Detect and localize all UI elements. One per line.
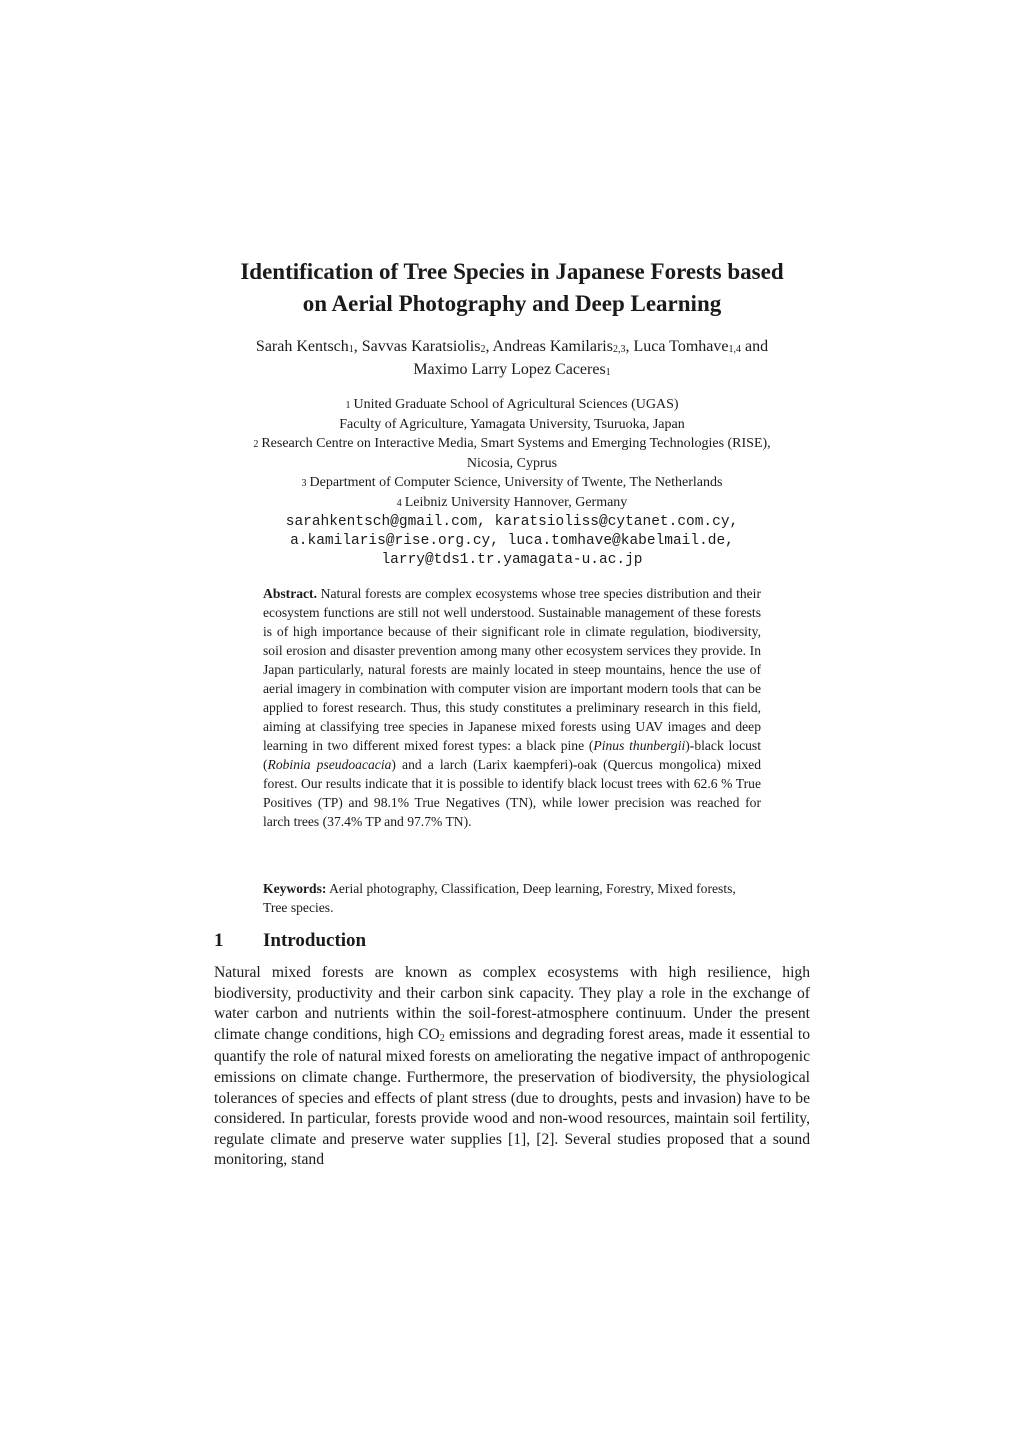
author-affiliation-index: 1 [605, 367, 611, 378]
abstract-label: Abstract. [263, 586, 317, 601]
section-title: Introduction [263, 930, 367, 951]
affiliation-number: 3 [301, 478, 307, 489]
affiliation-4 [150, 493, 874, 513]
title-line-2: on Aerial Photography and Deep Learning [302, 291, 722, 316]
affiliation-text: Research Centre on Interactive Media, Smart Systems and Emerging Technologies (RISE), [261, 436, 771, 451]
abstract-text: )-black locust ( [263, 738, 761, 772]
affiliation-text: Leibniz University Hannover, Germany [404, 495, 628, 510]
affiliation-number: 4 [396, 498, 402, 509]
email-line-3: larry@tds1.tr.yamagata-u.ac.jp [381, 552, 643, 568]
abstract-text: ) and a larch (Larix kaempferi)-oak (Quercus mongolica) mixed forest. Our results indicate that it is possible to identify black locust trees with 62.6 % True Positives (TP) and 98.1% True Negatives (TN), while lower precision was reached for larch trees (37.4% TP and 97.7% TN). [263, 757, 761, 829]
affiliation-3 [150, 473, 874, 493]
author-name: Maximo Larry Lopez Caceres [413, 361, 606, 378]
email-line-2: a.kamilaris@rise.org.cy, luca.tomhave@kabelmail.de, [290, 533, 734, 549]
paragraph-text: Natural mixed forests are known as complex ecosystems with high resilience, high biodiversity, productivity and their carbon sink capacity. They play a role in the exchange of water carbon and nutrients within the soil-forest-atmosphere continuum. Under the present climate change conditions, high CO [214, 964, 810, 1043]
affiliation-number: 2 [253, 439, 259, 450]
author-affiliation-index: 1,4 [728, 344, 741, 355]
keywords-label: Keywords: [263, 881, 327, 896]
introduction-paragraph [214, 963, 810, 1171]
email-line-1: sarahkentsch@gmail.com, karatsioliss@cytanet.com.cy, [285, 514, 739, 530]
paper-title [150, 256, 874, 320]
affiliation-text: United Graduate School of Agricultural Sciences (UGAS) [353, 397, 679, 412]
section-number: 1 [214, 930, 224, 951]
author-name: , Andreas Kamilaris [485, 338, 613, 355]
affiliation-1 [150, 395, 874, 415]
author-name: , Savvas Karatsiolis [353, 338, 481, 355]
keywords-text: Aerial photography, Classification, Deep learning, Forestry, Mixed forests, Tree species. [263, 881, 736, 915]
author-list [150, 336, 874, 382]
affiliation-2-line-2: Nicosia, Cyprus [466, 456, 558, 471]
author-name: Sarah Kentsch [255, 338, 349, 355]
affiliations [150, 395, 874, 570]
species-name: Robinia pseudoacacia [267, 757, 392, 772]
affiliation-text: Department of Computer Science, University of Twente, The Netherlands [309, 475, 723, 490]
author-conjunction: and [740, 338, 769, 355]
affiliation-1-line-2: Faculty of Agriculture, Yamagata University, Tsuruoka, Japan [339, 417, 685, 432]
abstract-text: Natural forests are complex ecosystems whose tree species distribution and their ecosystem functions are still not well understood. Sustainable management of these forests is of high importance because of their significant role in climate regulation, biodiversity, soil erosion and disaster prevention among many other ecosystem services they provide. In Japan particularly, natural forests are mainly located in steep mountains, hence the use of aerial imagery in combination with computer vision are important modern tools that can be applied to forest research. Thus, this study constitutes a preliminary research in this field, aiming at classifying tree species in Japanese mixed forests using UAV images and deep learning in two different mixed forest types: a black pine ( [263, 586, 761, 753]
keywords [263, 879, 761, 917]
author-affiliation-index: 2,3 [612, 344, 626, 355]
section-heading [214, 929, 366, 953]
abstract [263, 584, 761, 831]
affiliation-2 [150, 434, 874, 454]
title-line-1: Identification of Tree Species in Japanese Forests based [240, 259, 784, 284]
affiliation-number: 1 [345, 400, 351, 411]
author-name: , Luca Tomhave [625, 338, 729, 355]
species-name: Pinus thunbergii [593, 738, 686, 753]
paragraph-text: emissions and degrading forest areas, made it essential to quantify the role of natural mixed forests on ameliorating the negative impact of anthropogenic emissions on climate change. Furthermore, the preservation of biodiversity, the physiological tolerances of species and effects of plant stress (due to droughts, pests and invasion) have to be considered. In particular, forests provide wood and non-wood resources, maintain soil fertility, regulate climate and preserve water supplies [1], [2]. Several studies proposed that a sound monitoring, stand [214, 1025, 810, 1169]
author-affiliation-index: 2 [480, 344, 486, 355]
subscript: 2 [439, 1032, 445, 1044]
author-affiliation-index: 1 [348, 344, 354, 355]
